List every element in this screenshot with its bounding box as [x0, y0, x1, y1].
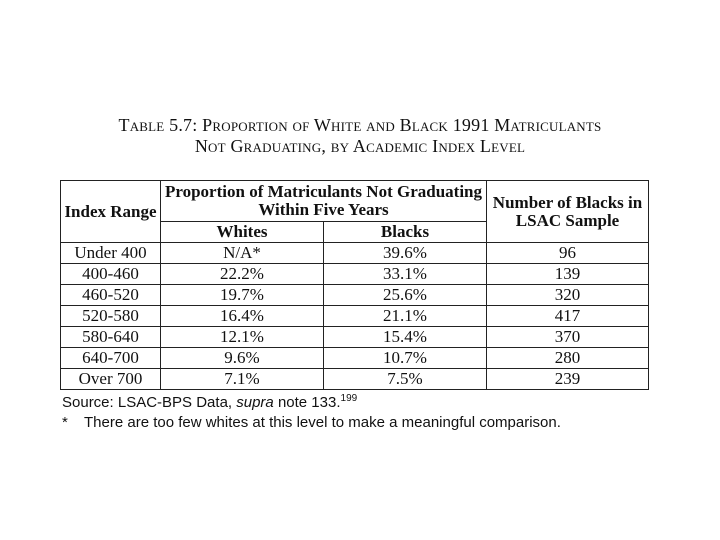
cell-count: 280	[487, 348, 649, 369]
table-row	[61, 306, 649, 327]
cell-whites: N/A*	[161, 243, 324, 264]
footnote	[62, 414, 561, 431]
cell-count: 417	[487, 306, 649, 327]
header-index-range: Index Range	[61, 181, 161, 243]
table-row	[61, 369, 649, 390]
source-citation	[62, 393, 357, 411]
table-body	[61, 243, 649, 390]
cell-blacks: 21.1%	[324, 306, 487, 327]
table-row	[61, 348, 649, 369]
footnote-marker: *	[62, 414, 68, 431]
cell-count: 96	[487, 243, 649, 264]
cell-index-range: 640-700	[61, 348, 161, 369]
cell-index-range: Over 700	[61, 369, 161, 390]
source-footnote-ref: 199	[340, 393, 358, 404]
cell-whites: 7.1%	[161, 369, 324, 390]
cell-whites: 9.6%	[161, 348, 324, 369]
header-proportion: Proportion of Matriculants Not Graduating Within Five Years	[161, 181, 487, 222]
header-blacks: Blacks	[324, 222, 487, 243]
cell-whites: 12.1%	[161, 327, 324, 348]
cell-blacks: 15.4%	[324, 327, 487, 348]
cell-index-range: 580-640	[61, 327, 161, 348]
cell-count: 239	[487, 369, 649, 390]
cell-index-range: Under 400	[61, 243, 161, 264]
cell-count: 139	[487, 264, 649, 285]
source-suffix: note 133.	[273, 394, 341, 411]
cell-whites: 19.7%	[161, 285, 324, 306]
cell-count: 320	[487, 285, 649, 306]
source-italic: supra	[236, 394, 274, 411]
cell-blacks: 7.5%	[324, 369, 487, 390]
header-number-blacks: Number of Blacks in LSAC Sample	[487, 181, 649, 243]
cell-index-range: 400-460	[61, 264, 161, 285]
footnote-text: There are too few whites at this level to make a meaningful comparison.	[84, 414, 561, 431]
cell-blacks: 39.6%	[324, 243, 487, 264]
title-line-1: Table 5.7: Proportion of White and Black 1991 Matriculants	[118, 115, 602, 135]
table-title	[0, 115, 720, 157]
cell-count: 370	[487, 327, 649, 348]
source-prefix: Source: LSAC-BPS Data,	[62, 394, 237, 411]
table-row	[61, 264, 649, 285]
cell-blacks: 10.7%	[324, 348, 487, 369]
cell-whites: 22.2%	[161, 264, 324, 285]
data-table	[60, 180, 649, 390]
table-row	[61, 327, 649, 348]
cell-blacks: 25.6%	[324, 285, 487, 306]
table-row	[61, 243, 649, 264]
cell-whites: 16.4%	[161, 306, 324, 327]
cell-blacks: 33.1%	[324, 264, 487, 285]
header-whites: Whites	[161, 222, 324, 243]
cell-index-range: 460-520	[61, 285, 161, 306]
table-row	[61, 285, 649, 306]
title-line-2: Not Graduating, by Academic Index Level	[194, 136, 526, 156]
cell-index-range: 520-580	[61, 306, 161, 327]
